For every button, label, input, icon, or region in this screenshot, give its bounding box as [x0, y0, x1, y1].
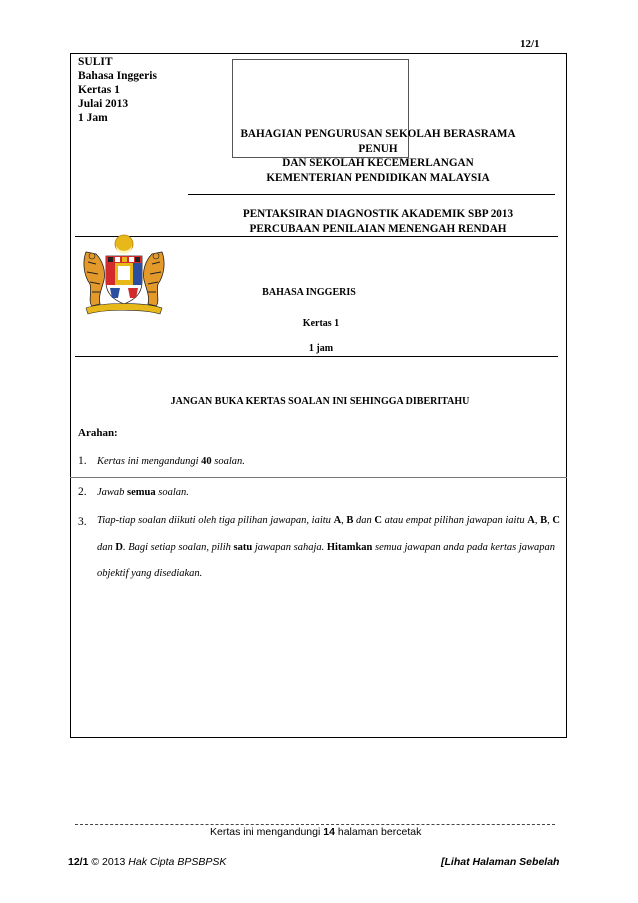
- org-line-1: BAHAGIAN PENGURUSAN SEKOLAH BERASRAMA: [240, 128, 516, 140]
- exam-heading: [214, 207, 542, 236]
- coat-of-arms-emblem: [78, 232, 170, 318]
- instruction-3-text: atau empat pilihan jawapan iaitu: [382, 515, 528, 526]
- subject-title: BAHASA INGGERIS: [262, 287, 356, 298]
- duration-label: 1 Jam: [78, 112, 108, 124]
- date-label: Julai 2013: [78, 98, 129, 110]
- option-b: B: [540, 515, 548, 526]
- instruction-1-post: soalan.: [211, 456, 245, 467]
- status-label: SULIT: [78, 56, 113, 68]
- instruction-1-count: 40: [201, 456, 212, 467]
- org-line-3: DAN SEKOLAH KECEMERLANGAN: [282, 157, 474, 169]
- crest-tiger-left: [84, 252, 105, 306]
- option-d: D: [115, 541, 123, 553]
- separator: ,: [341, 515, 347, 526]
- separator: ,: [547, 515, 553, 526]
- paper-label: Kertas 1: [78, 84, 120, 96]
- footer-code: 12/1: [68, 856, 89, 868]
- subject-label: Bahasa Inggeris: [78, 70, 157, 82]
- copyright-holder: Hak Cipta BPSBPSK: [128, 856, 227, 868]
- organization-heading: [214, 127, 542, 185]
- instruction-3-text: . Bagi setiap soalan, pilih: [122, 541, 234, 553]
- copyright-year: © 2013: [88, 856, 129, 868]
- page-count-note: [210, 826, 421, 838]
- page-count-number: 14: [323, 826, 335, 838]
- instruction-2-emphasis: semua: [127, 487, 156, 498]
- crest-motto-scroll: [86, 304, 162, 315]
- page-count-post: halaman bercetak: [334, 826, 422, 838]
- footer-rule: [75, 824, 555, 825]
- org-line-4: KEMENTERIAN PENDIDIKAN MALAYSIA: [266, 171, 490, 184]
- divider-line: [188, 194, 555, 195]
- time-title: 1 jam: [308, 343, 334, 354]
- instruction-3-text: semua jawapan anda pada kertas jawapan objektif yang disediakan.: [97, 541, 555, 579]
- instructions-heading: Arahan:: [78, 427, 118, 439]
- emphasis-one: satu: [233, 541, 253, 553]
- option-a: A: [333, 515, 342, 526]
- exam-title: PENTAKSIRAN DIAGNOSTIK AKADEMIK SBP 2013: [242, 208, 514, 220]
- instruction-1-number: 1.: [78, 455, 87, 467]
- option-a: A: [527, 515, 535, 526]
- instruction-1-pre: Kertas ini mengandungi: [97, 456, 202, 467]
- separator: ,: [534, 515, 541, 526]
- paper-meta: [78, 55, 157, 125]
- exam-subtitle: PERCUBAAN PENILAIAN MENENGAH RENDAH: [249, 222, 507, 235]
- conjunction: dan: [97, 541, 116, 553]
- instruction-3-text: Tiap-tiap soalan diikuti oleh tiga pilihan jawapan, iaitu: [97, 515, 334, 526]
- divider-line: [75, 356, 558, 357]
- instruction-3-number: 3.: [78, 516, 87, 528]
- copyright-note: [68, 856, 226, 868]
- instruction-2-pre: Jawab: [97, 487, 128, 498]
- option-c: C: [552, 515, 560, 526]
- next-page-note: [Lihat Halaman Sebelah: [441, 856, 560, 868]
- warning-notice: JANGAN BUKA KERTAS SOALAN INI SEHINGGA DIBERITAHU: [170, 396, 470, 407]
- crest-tiger-right: [143, 252, 164, 306]
- divider-line: [70, 477, 567, 478]
- page-count-pre: Kertas ini mengandungi: [210, 826, 324, 838]
- option-b: B: [346, 515, 354, 526]
- instruction-1: [97, 456, 245, 467]
- instruction-2-post: soalan.: [155, 487, 189, 498]
- emphasis-shade: Hitamkan: [326, 541, 373, 553]
- option-c: C: [374, 515, 383, 526]
- paper-title: Kertas 1: [302, 318, 340, 329]
- instruction-2: [97, 487, 189, 498]
- instruction-3-text: jawapan sahaja.: [252, 541, 327, 553]
- org-line-2: PENUH: [358, 142, 398, 155]
- page-code: 12/1: [520, 38, 540, 50]
- conjunction: dan: [353, 515, 375, 526]
- instruction-2-number: 2.: [78, 486, 87, 498]
- instruction-3: [97, 508, 563, 588]
